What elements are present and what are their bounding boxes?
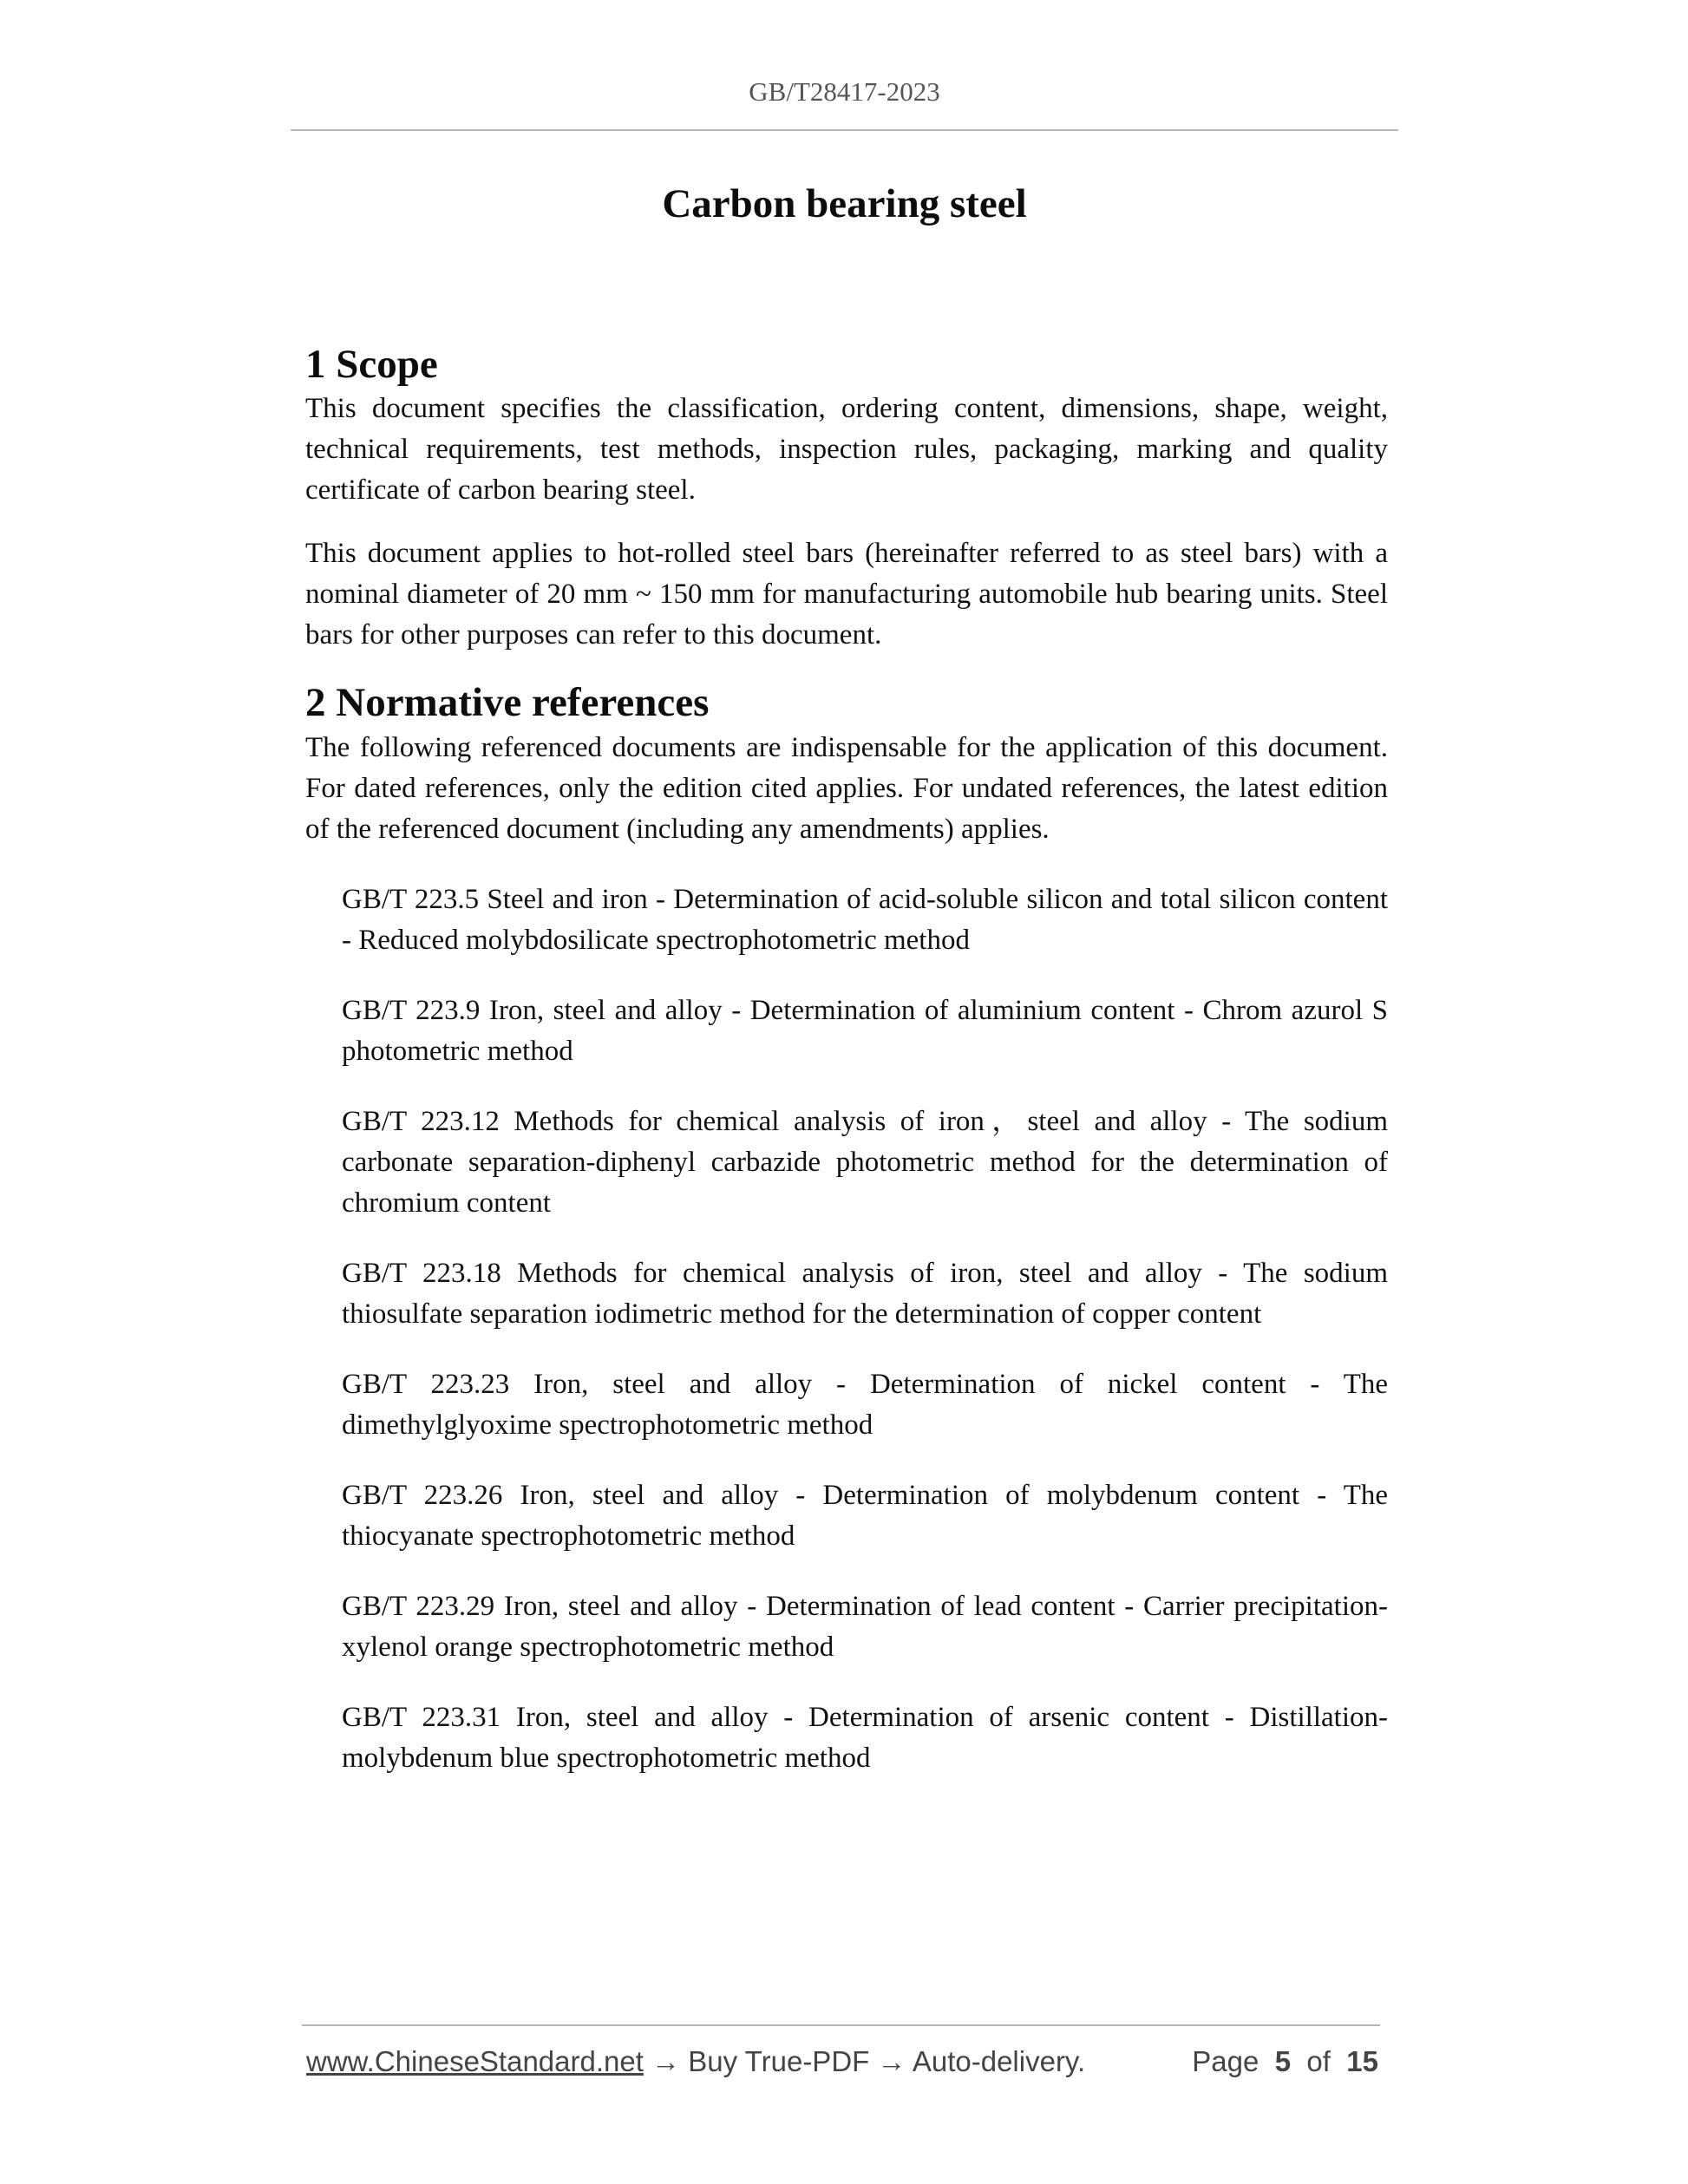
reference-item: GB/T 223.26 Iron, steel and alloy - Determination of molybdenum content - The thiocyanate spectrophotometric method [342,1479,1388,1552]
document-title: Carbon bearing steel [662,181,1027,226]
header-divider [291,129,1398,131]
arrow-right-icon: → [651,2045,681,2077]
page-total: 15 [1346,2045,1378,2077]
page-number [1192,2045,1378,2078]
reference-item: GB/T 223.18 Methods for chemical analysis of iron, steel and alloy - The sodium thiosulfate separation iodimetric method for the determination of copper content [342,1257,1388,1330]
scope-paragraph: This document specifies the classification, ordering content, dimensions, shape, weight, technical requirements, test methods, inspection rules, packaging, marking and quality certificate of carbon bearing steel. [305,393,1388,507]
reference-item: GB/T 223.29 Iron, steel and alloy - Determination of lead content - Carrier precipitation-xylenol orange spectrophotometric method [342,1590,1388,1663]
page-header-standard-number: GB/T28417-2023 [749,76,940,107]
arrow-right-icon: → [877,2045,906,2077]
reference-item: GB/T 223.5 Steel and iron - Determination of acid-soluble silicon and total silicon content - Reduced molybdosilicate spectrophotometric method [342,883,1388,956]
page-of-label: of [1306,2045,1331,2077]
footer-divider [302,2024,1380,2026]
scope-paragraph: This document applies to hot-rolled steel bars (hereinafter referred to as steel bars) with a nominal diameter of 20 mm ~ 150 mm for manufacturing automobile hub bearing units. Steel bars for other purposes can refer to this document. [305,538,1388,651]
reference-item: GB/T 223.31 Iron, steel and alloy - Determination of arsenic content - Distillation-molybdenum blue spectrophotometric method [342,1701,1388,1774]
site-link[interactable]: www.ChineseStandard.net [306,2045,644,2077]
normative-references-intro: The following referenced documents are indispensable for the application of this document. For dated references, only the edition cited applies. For undated references, the latest edition of the referenced document (including any amendments) applies. [305,731,1388,845]
page-label: Page [1192,2045,1259,2077]
section-heading-scope: 1 Scope [305,342,438,387]
buy-true-pdf-text: Buy True-PDF [688,2045,870,2077]
section-heading-normative-references: 2 Normative references [305,680,710,726]
reference-item: GB/T 223.9 Iron, steel and alloy - Determination of aluminium content - Chrom azurol S photometric method [342,994,1388,1067]
reference-item: GB/T 223.12 Methods for chemical analysis of iron，steel and alloy - The sodium carbonate separation-diphenyl carbazide photometric method for the determination of chromium content [342,1105,1388,1219]
reference-item: GB/T 223.23 Iron, steel and alloy - Determination of nickel content - The dimethylglyoxime spectrophotometric method [342,1368,1388,1441]
footer-promo [306,2045,1085,2078]
page-current: 5 [1274,2045,1292,2077]
document-body [305,340,1388,1808]
reference-list [305,879,1388,1779]
auto-delivery-text: Auto-delivery. [912,2045,1086,2077]
